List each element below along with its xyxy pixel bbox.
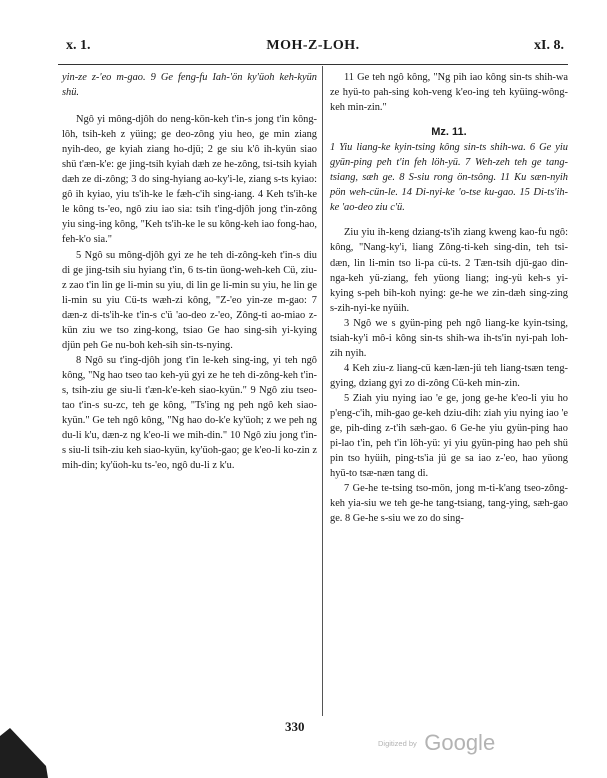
right-para-7: 7 Ge-he te-tsing tso-mön, jong m-ti-k'ang tseo-zông-keh yia-siu we teh ge-he tang-tsiang, tang-ying, sæh-gao ge. 8 Ge-he s-siu we zo do sing- <box>330 483 568 525</box>
watermark-prefix: Digitized by <box>378 738 417 748</box>
page-corner-shadow <box>0 728 48 778</box>
left-column <box>62 70 317 473</box>
running-header <box>58 38 568 60</box>
right-para-4: 3 Ngô we s gyün-ping peh ngô liang-ke kyin-tsing, tsiah-ky'i mô-i kông sin-ts shih-wa ih-ts'in nyi-pah loh-zih nyih. <box>330 317 568 359</box>
right-para-0: 11 Ge teh ngô kông, "Ng pih iao kông sin-ts shih-wa ze hyü-to pah-sing koh-veng k'eo-ing teh kyüing-wông-keh min-zin." <box>330 72 568 114</box>
left-para-1: Ngô yi mông-djôh do neng-kön-keh t'in-s jong t'in kông-lôh, tsih-keh z yüing; ge deo-zông yiu heo, ge min ziang nyih-deo, ge kyiah ziang ho-djü; 2 ge siu k'ô ih-kyün siao shü t'æn-k'e: ge jing-tsih kyiah dæh ze he-zông, tsi-tsih kyiah dæh ze di-zông; 3 do sing-hyiang ao-ky'i-le, ziang s-ts kyiao: gô ih kyiao, yiu ts'ih-ke le fæh-c'ih sing-iang. 4 Keh ts'ih-ke le kông ts-'eo, ngô ziu iao sia: tsih t'ing-djôh jong t'in-zông yiu sing-ing kông, "Keh ts'ih-ke le su kông-keh iao fong-hao, feh-k'o sia." <box>62 114 317 246</box>
left-para-0: yin-ze z-'eo m-gao. 9 Ge feng-fu Iah-'ön ky'üoh keh-kyün shü. <box>62 72 317 99</box>
column-separator <box>322 66 323 716</box>
right-para-5: 4 Keh ziu-z liang-cü kæn-læn-jü teh liang-tsæn teng-gying, dziang gyi zo di-zông Cü-keh min-zin. <box>330 362 568 389</box>
right-para-6: 5 Ziah yiu nying iao 'e ge, jong ge-he k'eo-li yiu ho p'eng-c'ih, mih-gao ge-keh dziu-dih: ziah yiu nying iao 'e ge, pih-ding z-t'ih sæh-gao. 6 Ge-he yiu gyün-ping hao pi-lao t'in, peh t'in löh-yü: yi yiu gyün-ping hao peh shü pin tso hyüih, ping-ts'ia jü ge sa iao z-'eo, hao yüong hyü-to tsæ-næn tang di. <box>330 392 568 480</box>
header-right-ref: xI. 8. <box>534 38 564 53</box>
chapter-summary: 1 Yiu liang-ke kyin-tsing kông sin-ts shih-wa. 6 Ge yiu gyün-ping peh t'in feh löh-yü. 7 Weh-zeh teh ge tang-tsiang, sæh ge. 8 S-siu rong ön-tsông. 11 Ku sæn-nyih pön weh-cün-le. 14 Di-nyi-ke 'o-tse ku-gao. 15 Di-ts'ih-ke 'ao-deo ziu c'ü. <box>330 142 568 214</box>
left-para-2: 5 Ngô su mông-djôh gyi ze he teh di-zông-keh t'in-s diu di ge jing-tsih siu hyiang t'in, 6 ts-tin üong-weh-keh Cü, ziu-z zao t'in lin ge li-min su yiu, di lin ge li-min su yiu, he lin ge li-min su yiu Cü-ts wæh-zi kông, "Z-'eo yin-ze m-gao: 7 dæn-z di-ts'ih-ke t'in-s c'ü 'ao-deo z-'eo, Zông-ti ao-miao z-kün ziu we tso zing-kong, tsiao Ge hao sing-sih yi-kying djün peh Ge nu-boh keh-sih sin-ts-nying. <box>62 249 317 351</box>
digitized-watermark <box>378 730 495 756</box>
right-para-3: Ziu yiu ih-keng dziang-ts'ih ziang kweng kao-fu ngô: kông, "Nang-ky'i, liang Zông-ti-keh sing-din, teh tsi-dæn, lin li-min tso li-pa cü-ts. 2 Tæn-tsih djü-gao din-nga-keh yü-ziang, feh yüong liang; ing-yü keh-s yi-kying s-peh bih-koh nying: ge-he we zin-dæh sing-zing s-zih-nyi-ke nyüih. <box>330 227 568 314</box>
header-left-ref: x. 1. <box>66 38 91 53</box>
right-column <box>330 70 568 526</box>
page-number: 330 <box>285 719 305 734</box>
header-rule <box>58 64 568 65</box>
left-para-3: 8 Ngô su t'ing-djôh jong t'in le-keh sing-ing, yi teh ngô kông, "Ng hao tseo tao keh-yü gyi ze he teh di-zông-keh t'in-s, tsih-ziu ge siu-li t'æn-k'e-keh siao-kyün." 9 Ngô ziu tseo-tao t'in-s su-zc, teh ge kông, "Ts'ing ng peh ngô keh siao-kyün." Ge teh ngô kông, "Ng hao do-k'e ky'üoh; z we peh ng du-li k'u, dæn-z ng k'eo-li we mih-din." 10 Ngô ziu jong t'in-s siu-li tsih-ziu keh siao-kyün, ky'üoh-gao; ge k'eo-li ko-zin z mih-din; ky'üoh-ku ts-'eo, ngô du-li z k'u. <box>62 354 317 472</box>
header-title: MOH-Z-LOH. <box>266 38 360 53</box>
watermark-brand: Google <box>424 730 496 755</box>
chapter-heading: Mz. 11. <box>431 126 467 139</box>
